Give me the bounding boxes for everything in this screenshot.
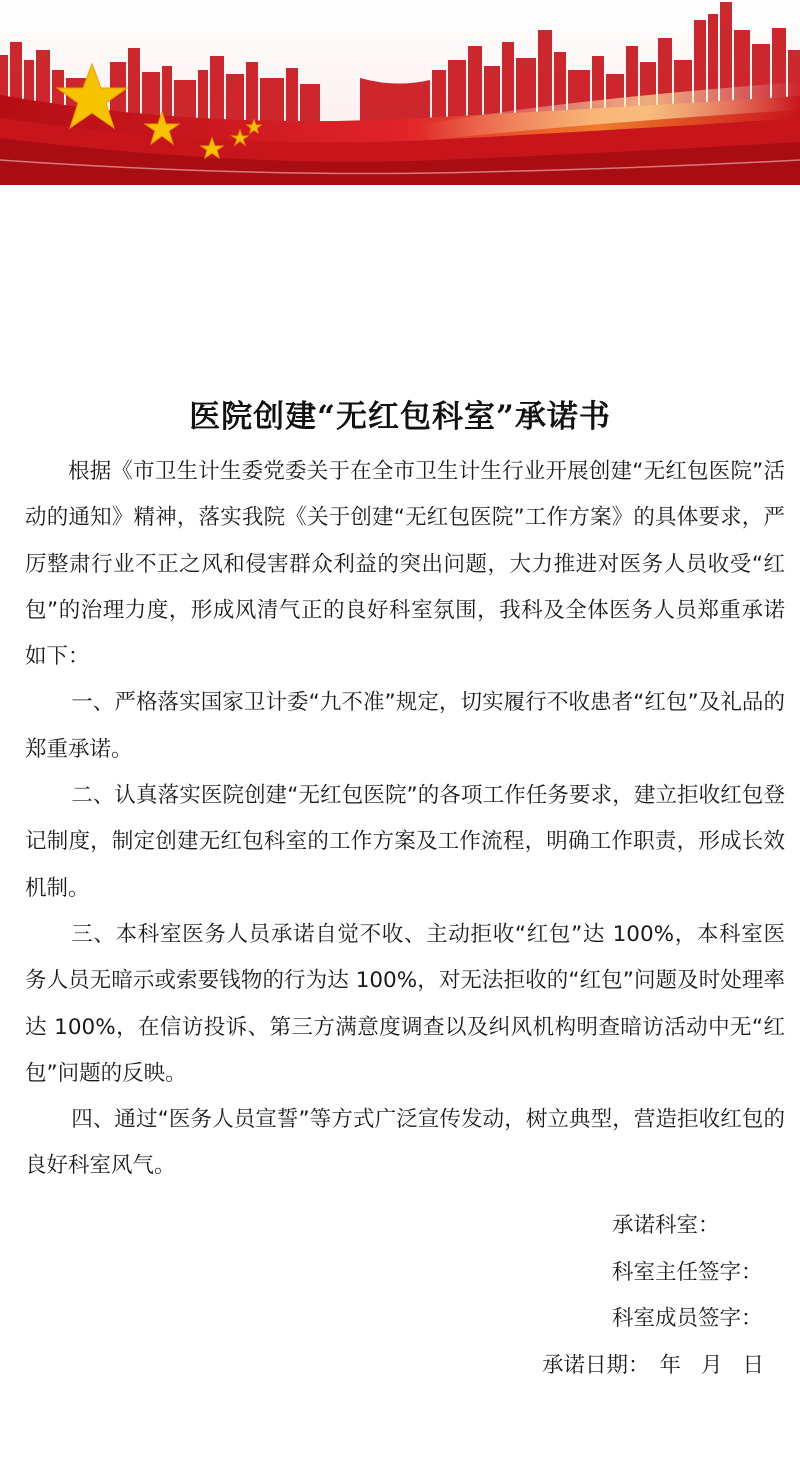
intro-paragraph: 根据《市卫生计生委党委关于在全市卫生计生行业开展创建“无红包医院”活动的通知》精神，落实我院《关于创建“无红包医院”工作方案》的具体要求，严厉整肃行业不正之风和侵害群众利益的突出问题，大力推进对医务人员收受“红包”的治理力度，形成风清气正的良好科室氛围，我科及全体医务人员郑重承诺如下： [25, 459, 785, 670]
date-day: 日 [742, 1353, 765, 1378]
header-banner [0, 0, 800, 185]
red-flag-stars-city-skyline-banner-icon [0, 0, 800, 185]
document-title: 医院创建“无红包科室”承诺书 [189, 399, 611, 435]
commitment-item-1: 一、严格落实国家卫计委“九不准”规定，切实履行不收患者“红包”及礼品的郑重承诺。 [25, 690, 785, 762]
signature-members: 科室成员签字： [612, 1306, 763, 1331]
signature-date [542, 1348, 764, 1379]
commitment-item-4: 四、通过“医务人员宣誓”等方式广泛宣传发动，树立典型，营造拒收红包的良好科室风气。 [25, 1107, 785, 1179]
commitment-item-3: 三、本科室医务人员承诺自觉不收、主动拒收“红包”达 100%，本科室医务人员无暗示或索要钱物的行为达 100%，对无法拒收的“红包”问题及时处理率达 100%，在信访投诉、第三方满意度调查以及纠风机构明查暗访活动中无“红包”问题的反映。 [25, 921, 785, 1086]
document-body [25, 449, 785, 1190]
date-month: 月 [701, 1353, 723, 1378]
date-year: 年 [659, 1353, 682, 1378]
commitment-item-2: 二、认真落实医院创建“无红包医院”的各项工作任务要求，建立拒收红包登记制度，制定创建无红包科室的工作方案及工作流程，明确工作职责，形成长效机制。 [25, 783, 785, 901]
date-label: 承诺日期： [542, 1353, 650, 1378]
signature-department: 承诺科室： [612, 1213, 720, 1238]
signature-director: 科室主任签字： [612, 1260, 763, 1285]
